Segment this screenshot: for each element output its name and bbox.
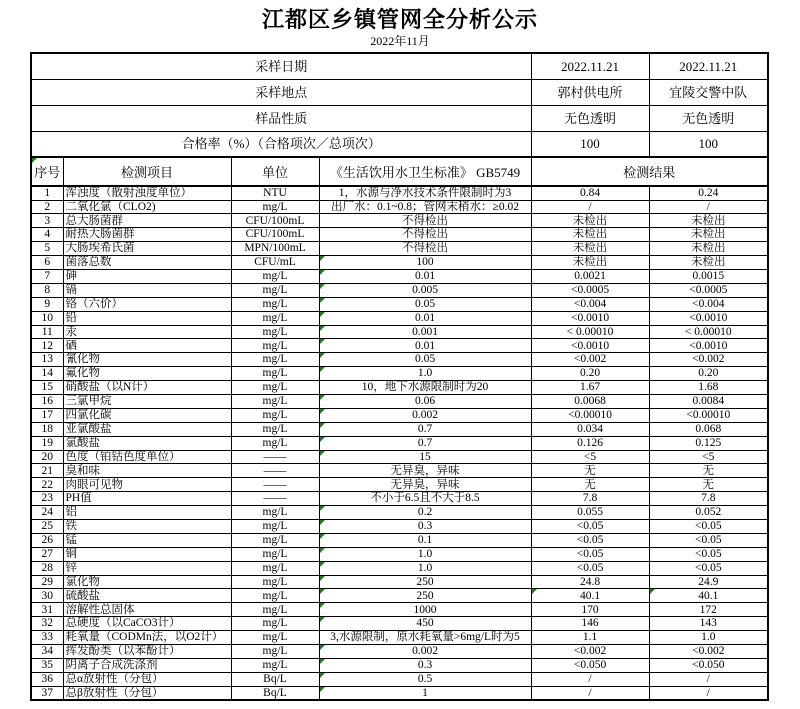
cell-result-1: <0.002: [531, 353, 649, 367]
cell-index: 3: [31, 214, 63, 228]
cell-item: 总α放射性（分包）: [63, 672, 231, 686]
table-row: [31, 381, 768, 395]
cell-result-2: <0.0010: [649, 311, 768, 325]
cell-result-1: 未检出: [531, 214, 649, 228]
cell-result-2: 143: [649, 617, 768, 631]
meta-value-pass-rate-2: 100: [649, 131, 768, 157]
table-row: [31, 464, 768, 478]
meta-label-sample-location: 采样地点: [31, 79, 531, 105]
cell-result-1: 0.20: [531, 367, 649, 381]
cell-standard: 0.01: [319, 339, 531, 353]
cell-item: 肉眼可见物: [63, 478, 231, 492]
cell-result-2: 0.125: [649, 436, 768, 450]
cell-standard: 0.3: [319, 519, 531, 533]
cell-standard: 100: [319, 256, 531, 270]
cell-standard: 3,水源限制，原水耗氧量>6mg/L时为5: [319, 631, 531, 645]
table-row: [31, 561, 768, 575]
cell-result-1: 未检出: [531, 256, 649, 270]
table-row: [31, 394, 768, 408]
cell-result-2: 0.0015: [649, 269, 768, 283]
cell-item: 氟化物: [63, 367, 231, 381]
cell-standard: 不得检出: [319, 242, 531, 256]
data-rows-section: [31, 186, 768, 700]
cell-result-2: 未检出: [649, 242, 768, 256]
table-row: [31, 686, 768, 700]
cell-result-1: 无: [531, 464, 649, 478]
cell-result-2: <5: [649, 450, 768, 464]
cell-index: 26: [31, 533, 63, 547]
table-row: [31, 645, 768, 659]
cell-unit: mg/L: [231, 645, 319, 659]
cell-result-1: <0.05: [531, 533, 649, 547]
meta-label-pass-rate: 合格率（%）（合格项次／总项次）: [31, 131, 531, 157]
cell-standard: 15: [319, 450, 531, 464]
cell-unit: mg/L: [231, 658, 319, 672]
cell-item: 耗氧量（CODMn法，以O2计）: [63, 631, 231, 645]
cell-index: 35: [31, 658, 63, 672]
cell-index: 36: [31, 672, 63, 686]
table-row: [31, 547, 768, 561]
cell-standard: 0.01: [319, 269, 531, 283]
cell-index: 27: [31, 547, 63, 561]
page-subtitle: 2022年11月: [370, 34, 430, 48]
cell-result-1: 无: [531, 478, 649, 492]
cell-unit: mg/L: [231, 325, 319, 339]
cell-unit: NTU: [231, 186, 319, 200]
cell-index: 8: [31, 283, 63, 297]
cell-result-1: <0.0010: [531, 311, 649, 325]
col-header-unit: 单位: [231, 157, 319, 186]
cell-item: 挥发酚类（以苯酚计）: [63, 645, 231, 659]
cell-standard: 0.005: [319, 283, 531, 297]
cell-result-2: 24.9: [649, 575, 768, 589]
cell-result-1: 未检出: [531, 242, 649, 256]
cell-item: 铅: [63, 311, 231, 325]
table-row: [31, 658, 768, 672]
cell-unit: ——: [231, 492, 319, 506]
cell-standard: 0.002: [319, 408, 531, 422]
cell-result-1: 40.1: [531, 589, 649, 603]
cell-index: 31: [31, 603, 63, 617]
cell-result-2: < 0.00010: [649, 325, 768, 339]
cell-unit: CFU/mL: [231, 256, 319, 270]
cell-index: 17: [31, 408, 63, 422]
table-row: [31, 589, 768, 603]
cell-unit: mg/L: [231, 519, 319, 533]
cell-result-1: 24.8: [531, 575, 649, 589]
cell-index: 6: [31, 256, 63, 270]
cell-standard: 10，地下水源限制时为20: [319, 381, 531, 395]
cell-standard: 无异臭，异味: [319, 478, 531, 492]
col-header-standard: 《生活饮用水卫生标准》 GB5749: [319, 157, 531, 186]
meta-value-sample-nature-2: 无色透明: [649, 105, 768, 131]
cell-unit: ——: [231, 450, 319, 464]
cell-index: 34: [31, 645, 63, 659]
cell-unit: Bq/L: [231, 672, 319, 686]
cell-index: 29: [31, 575, 63, 589]
table-row: [31, 214, 768, 228]
cell-result-2: 0.24: [649, 186, 768, 200]
cell-standard: 0.002: [319, 645, 531, 659]
cell-result-1: 1.67: [531, 381, 649, 395]
cell-index: 2: [31, 200, 63, 214]
cell-result-1: 0.034: [531, 422, 649, 436]
meta-row-pass-rate: [31, 131, 768, 157]
cell-unit: MPN/100mL: [231, 242, 319, 256]
cell-standard: 0.05: [319, 353, 531, 367]
cell-result-1: 1.1: [531, 631, 649, 645]
table-row: [31, 617, 768, 631]
meta-value-sample-location-2: 宜陵交警中队: [649, 79, 768, 105]
cell-index: 28: [31, 561, 63, 575]
cell-index: 14: [31, 367, 63, 381]
cell-result-1: <0.050: [531, 658, 649, 672]
cell-index: 24: [31, 506, 63, 520]
table-row: [31, 519, 768, 533]
cell-unit: ——: [231, 464, 319, 478]
cell-result-1: 0.126: [531, 436, 649, 450]
cell-standard: 1，水源与净水技术条件限制时为3: [319, 186, 531, 200]
cell-index: 7: [31, 269, 63, 283]
cell-unit: mg/L: [231, 353, 319, 367]
cell-item: 溶解性总固体: [63, 603, 231, 617]
cell-unit: mg/L: [231, 631, 319, 645]
cell-unit: mg/L: [231, 617, 319, 631]
table-row: [31, 256, 768, 270]
table-row: [31, 422, 768, 436]
col-header-item: 检测项目: [63, 157, 231, 186]
cell-result-2: 40.1: [649, 589, 768, 603]
table-row: [31, 242, 768, 256]
cell-result-2: 0.068: [649, 422, 768, 436]
cell-unit: ——: [231, 478, 319, 492]
cell-result-2: /: [649, 672, 768, 686]
cell-result-1: 7.8: [531, 492, 649, 506]
cell-standard: 1.0: [319, 367, 531, 381]
cell-result-2: <0.05: [649, 533, 768, 547]
cell-unit: mg/L: [231, 381, 319, 395]
cell-item: 硫酸盐: [63, 589, 231, 603]
cell-unit: mg/L: [231, 283, 319, 297]
cell-result-1: 0.0021: [531, 269, 649, 283]
cell-item: 总β放射性（分包）: [63, 686, 231, 700]
cell-standard: 1.0: [319, 561, 531, 575]
cell-index: 16: [31, 394, 63, 408]
cell-unit: mg/L: [231, 269, 319, 283]
cell-result-2: <0.002: [649, 645, 768, 659]
cell-result-1: <0.004: [531, 297, 649, 311]
cell-item: 四氯化碳: [63, 408, 231, 422]
table-row: [31, 533, 768, 547]
table-row: [31, 339, 768, 353]
table-row: [31, 353, 768, 367]
cell-unit: Bq/L: [231, 686, 319, 700]
cell-item: 总硬度（以CaCO3计）: [63, 617, 231, 631]
cell-item: 色度（铂钴色度单位）: [63, 450, 231, 464]
cell-item: 浑浊度（散射浊度单位）: [63, 186, 231, 200]
cell-standard: 0.01: [319, 311, 531, 325]
meta-row-sample-location: [31, 79, 768, 105]
cell-standard: 0.001: [319, 325, 531, 339]
cell-index: 19: [31, 436, 63, 450]
table-row: [31, 672, 768, 686]
cell-standard: 不小于6.5且不大于8.5: [319, 492, 531, 506]
cell-standard: 0.2: [319, 506, 531, 520]
meta-row-sample-date: [31, 53, 768, 79]
cell-item: 硝酸盐（以N计）: [63, 381, 231, 395]
cell-result-1: 未检出: [531, 228, 649, 242]
meta-row-sample-nature: [31, 105, 768, 131]
cell-unit: mg/L: [231, 506, 319, 520]
cell-item: 氰化物: [63, 353, 231, 367]
cell-standard: 1: [319, 686, 531, 700]
cell-item: 氯化物: [63, 575, 231, 589]
table-row: [31, 186, 768, 200]
cell-item: 二氧化氯（CLO2): [63, 200, 231, 214]
table-row: [31, 269, 768, 283]
cell-result-2: 未检出: [649, 214, 768, 228]
table-row: [31, 228, 768, 242]
cell-unit: CFU/100mL: [231, 214, 319, 228]
cell-standard: 不得检出: [319, 214, 531, 228]
cell-item: 镉: [63, 283, 231, 297]
cell-result-1: < 0.00010: [531, 325, 649, 339]
water-quality-table: [30, 52, 769, 701]
cell-item: 锰: [63, 533, 231, 547]
cell-standard: 0.3: [319, 658, 531, 672]
cell-unit: mg/L: [231, 603, 319, 617]
cell-unit: mg/L: [231, 394, 319, 408]
cell-unit: mg/L: [231, 339, 319, 353]
page-title: 江都区乡镇管网全分析公示: [261, 7, 538, 32]
cell-result-2: <0.004: [649, 297, 768, 311]
cell-index: 25: [31, 519, 63, 533]
meta-label-sample-nature: 样品性质: [31, 105, 531, 131]
table-row: [31, 436, 768, 450]
cell-result-2: 0.052: [649, 506, 768, 520]
cell-standard: 0.7: [319, 436, 531, 450]
cell-item: 铁: [63, 519, 231, 533]
cell-index: 30: [31, 589, 63, 603]
table-row: [31, 450, 768, 464]
cell-result-2: 172: [649, 603, 768, 617]
cell-result-2: 1.0: [649, 631, 768, 645]
cell-result-2: <0.05: [649, 561, 768, 575]
cell-standard: 1000: [319, 603, 531, 617]
cell-standard: 0.1: [319, 533, 531, 547]
cell-index: 22: [31, 478, 63, 492]
table-row: [31, 492, 768, 506]
cell-index: 5: [31, 242, 63, 256]
table-header-row: [31, 157, 768, 186]
cell-result-2: /: [649, 686, 768, 700]
table-row: [31, 575, 768, 589]
cell-standard: 250: [319, 575, 531, 589]
table-row: [31, 200, 768, 214]
cell-result-2: 7.8: [649, 492, 768, 506]
cell-index: 4: [31, 228, 63, 242]
cell-result-1: /: [531, 200, 649, 214]
cell-index: 32: [31, 617, 63, 631]
col-header-index: 序号: [31, 157, 63, 186]
meta-section: [31, 53, 768, 186]
cell-result-1: 0.84: [531, 186, 649, 200]
table-row: [31, 367, 768, 381]
table-row: [31, 631, 768, 645]
cell-result-1: 146: [531, 617, 649, 631]
cell-standard: 出厂水：0.1~0.8；管网末稍水：≥0.02: [319, 200, 531, 214]
table-row: [31, 603, 768, 617]
cell-item: 氯酸盐: [63, 436, 231, 450]
cell-item: 亚氯酸盐: [63, 422, 231, 436]
cell-standard: 0.7: [319, 422, 531, 436]
cell-result-2: 1.68: [649, 381, 768, 395]
cell-result-2: <0.05: [649, 547, 768, 561]
cell-index: 12: [31, 339, 63, 353]
cell-standard: 0.05: [319, 297, 531, 311]
cell-result-2: /: [649, 200, 768, 214]
table-row: [31, 283, 768, 297]
cell-item: 总大肠菌群: [63, 214, 231, 228]
cell-index: 10: [31, 311, 63, 325]
cell-item: 臭和味: [63, 464, 231, 478]
cell-unit: mg/L: [231, 297, 319, 311]
cell-unit: CFU/100mL: [231, 228, 319, 242]
cell-item: 铜: [63, 547, 231, 561]
cell-result-1: <0.05: [531, 561, 649, 575]
cell-result-2: <0.00010: [649, 408, 768, 422]
cell-result-1: <0.05: [531, 547, 649, 561]
cell-unit: mg/L: [231, 547, 319, 561]
cell-result-2: 无: [649, 464, 768, 478]
cell-result-1: <0.00010: [531, 408, 649, 422]
cell-standard: 0.06: [319, 394, 531, 408]
cell-index: 13: [31, 353, 63, 367]
cell-index: 20: [31, 450, 63, 464]
cell-index: 33: [31, 631, 63, 645]
cell-result-2: 未检出: [649, 256, 768, 270]
table-row: [31, 478, 768, 492]
cell-index: 18: [31, 422, 63, 436]
cell-standard: 1.0: [319, 547, 531, 561]
cell-result-2: <0.0005: [649, 283, 768, 297]
cell-index: 11: [31, 325, 63, 339]
cell-result-1: <0.002: [531, 645, 649, 659]
cell-index: 9: [31, 297, 63, 311]
cell-result-2: <0.0010: [649, 339, 768, 353]
cell-result-2: <0.050: [649, 658, 768, 672]
cell-result-1: <0.0010: [531, 339, 649, 353]
cell-item: 菌落总数: [63, 256, 231, 270]
cell-result-2: 0.20: [649, 367, 768, 381]
cell-unit: mg/L: [231, 436, 319, 450]
cell-item: 大肠埃希氏菌: [63, 242, 231, 256]
cell-result-2: 无: [649, 478, 768, 492]
cell-result-1: <0.0005: [531, 283, 649, 297]
cell-unit: mg/L: [231, 408, 319, 422]
cell-index: 15: [31, 381, 63, 395]
cell-unit: mg/L: [231, 589, 319, 603]
cell-unit: mg/L: [231, 561, 319, 575]
cell-result-2: 0.0084: [649, 394, 768, 408]
table-row: [31, 297, 768, 311]
cell-item: 耐热大肠菌群: [63, 228, 231, 242]
cell-standard: 无异臭，异味: [319, 464, 531, 478]
cell-item: 铝: [63, 506, 231, 520]
cell-result-2: <0.002: [649, 353, 768, 367]
cell-result-1: 170: [531, 603, 649, 617]
meta-value-sample-nature-1: 无色透明: [531, 105, 649, 131]
cell-standard: 0.5: [319, 672, 531, 686]
cell-item: 三氯甲烷: [63, 394, 231, 408]
cell-item: 阴离子合成洗涤剂: [63, 658, 231, 672]
cell-standard: 250: [319, 589, 531, 603]
cell-result-1: /: [531, 672, 649, 686]
cell-item: PH值: [63, 492, 231, 506]
cell-result-1: <5: [531, 450, 649, 464]
table-row: [31, 408, 768, 422]
cell-unit: mg/L: [231, 200, 319, 214]
meta-value-sample-date-1: 2022.11.21: [531, 53, 649, 79]
cell-result-1: 0.0068: [531, 394, 649, 408]
cell-result-1: <0.05: [531, 519, 649, 533]
cell-unit: mg/L: [231, 311, 319, 325]
cell-item: 铬（六价）: [63, 297, 231, 311]
cell-index: 21: [31, 464, 63, 478]
cell-index: 23: [31, 492, 63, 506]
cell-index: 37: [31, 686, 63, 700]
table-row: [31, 325, 768, 339]
cell-item: 砷: [63, 269, 231, 283]
cell-item: 汞: [63, 325, 231, 339]
cell-unit: mg/L: [231, 367, 319, 381]
cell-result-2: <0.05: [649, 519, 768, 533]
cell-item: 锌: [63, 561, 231, 575]
meta-label-sample-date: 采样日期: [31, 53, 531, 79]
cell-standard: 450: [319, 617, 531, 631]
cell-result-1: /: [531, 686, 649, 700]
meta-value-sample-date-2: 2022.11.21: [649, 53, 768, 79]
meta-value-pass-rate-1: 100: [531, 131, 649, 157]
cell-result-1: 0.055: [531, 506, 649, 520]
cell-item: 硒: [63, 339, 231, 353]
cell-unit: mg/L: [231, 575, 319, 589]
table-row: [31, 506, 768, 520]
cell-index: 1: [31, 186, 63, 200]
cell-standard: 不得检出: [319, 228, 531, 242]
meta-value-sample-location-1: 郭村供电所: [531, 79, 649, 105]
cell-unit: mg/L: [231, 422, 319, 436]
col-header-result: 检测结果: [531, 157, 768, 186]
table-row: [31, 311, 768, 325]
cell-result-2: 未检出: [649, 228, 768, 242]
cell-unit: mg/L: [231, 533, 319, 547]
